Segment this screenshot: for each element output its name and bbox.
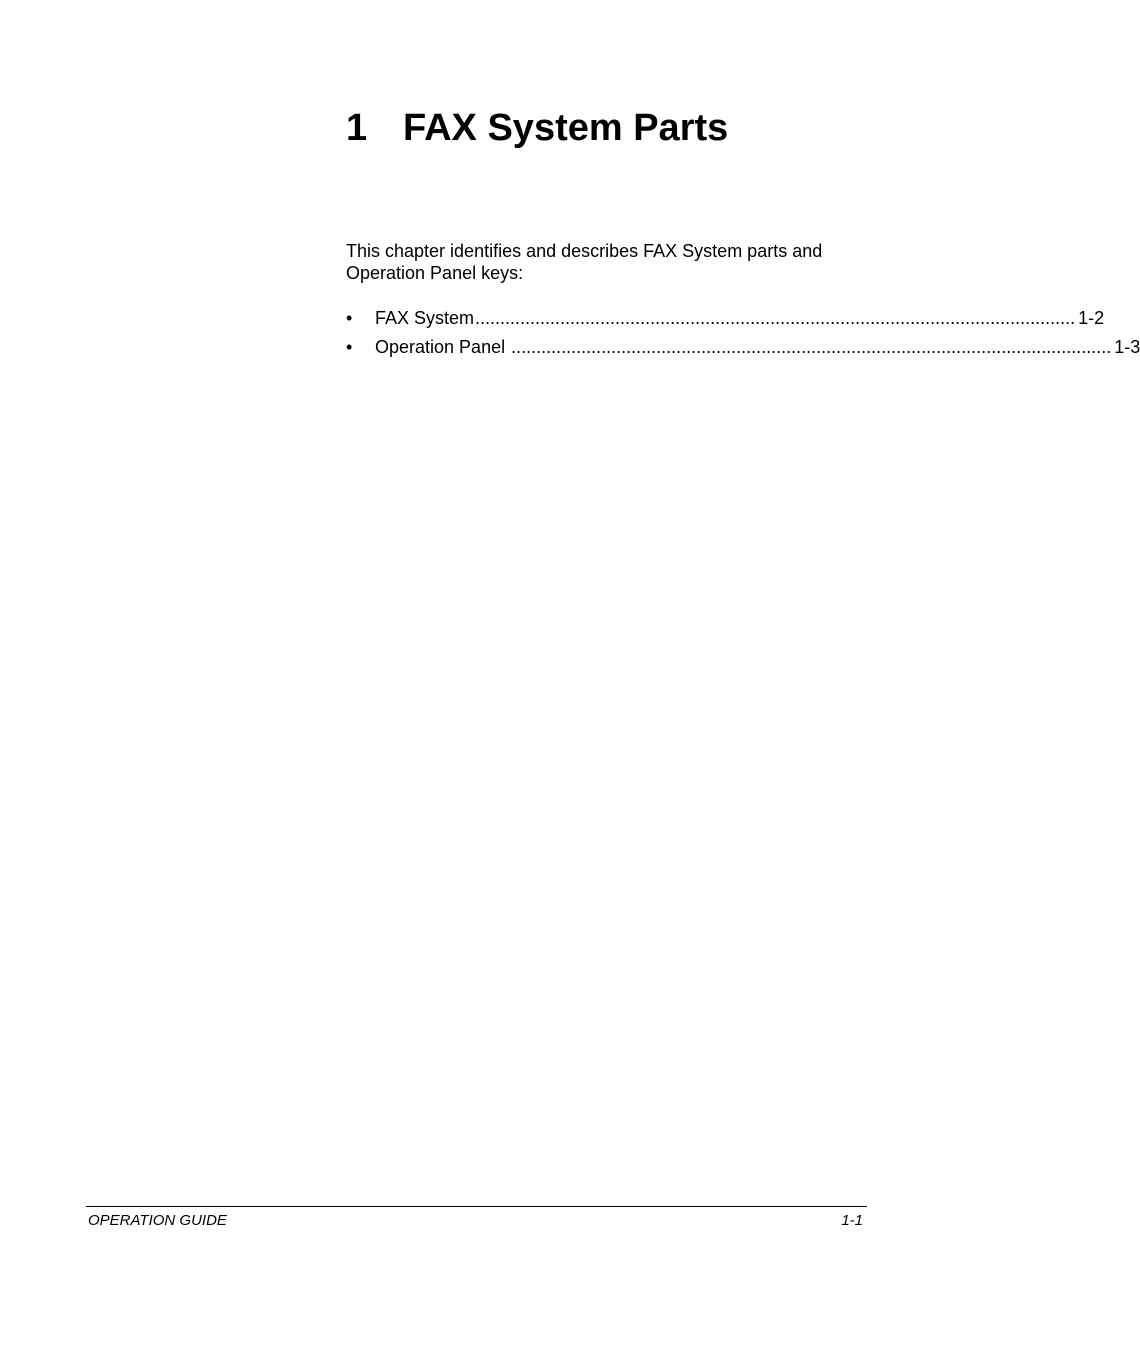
dot-leader: ........................................................................................................................ <box>475 308 1076 328</box>
toc-item-fax-system[interactable] <box>346 307 1105 336</box>
chapter-title: FAX System Parts <box>403 107 729 149</box>
intro-paragraph: This chapter identifies and describes FAX System parts and Operation Panel keys: <box>346 241 823 283</box>
footer-page-number: 1-1 <box>841 1212 863 1229</box>
table-of-contents <box>346 307 1140 365</box>
footer-guide-title: OPERATION GUIDE <box>88 1212 227 1229</box>
chapter-heading <box>346 104 728 152</box>
toc-label: Operation Panel <box>375 337 506 357</box>
footer-divider <box>86 1206 867 1207</box>
chapter-number: 1 <box>346 107 368 149</box>
dot-leader: ........................................................................................................................ <box>506 337 1112 357</box>
toc-item-operation-panel[interactable] <box>346 336 1140 365</box>
bullet-icon: • <box>346 337 353 357</box>
toc-label: FAX System <box>375 308 475 328</box>
bullet-icon: • <box>346 308 353 328</box>
toc-page-number: 1-3 <box>1114 337 1140 357</box>
toc-page-number: 1-2 <box>1078 308 1105 328</box>
